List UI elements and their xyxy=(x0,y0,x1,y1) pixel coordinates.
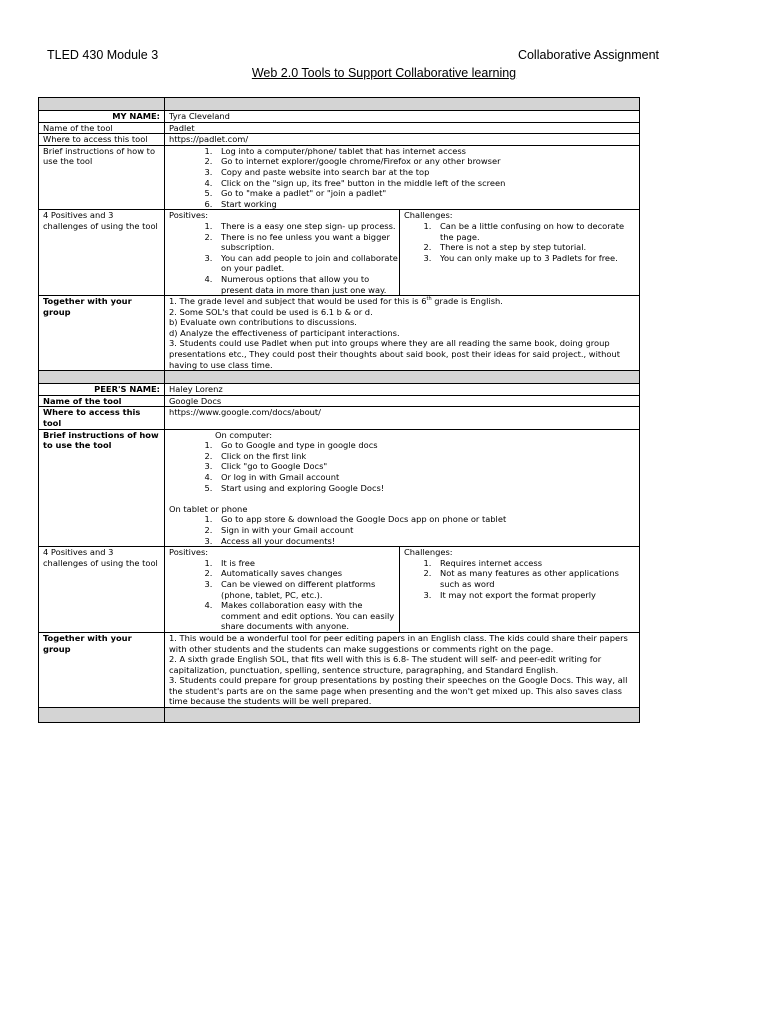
together-line: 1. The grade level and subject that would be used for this is 6th grade is English. xyxy=(169,296,503,307)
list-item: 2. There is not a step by step tutorial. xyxy=(434,242,635,253)
together-label: Together with your group xyxy=(39,296,165,371)
challenges-label: Challenges: xyxy=(404,547,453,558)
access-label: Where to access this tool xyxy=(39,407,165,429)
list-item: 3. Can be viewed on different platforms (phone, tablet, PC, etc.). xyxy=(215,579,399,600)
pos-chal-cell xyxy=(165,210,640,296)
pos-chal-label: 4 Positives and 3 challenges of using the tool xyxy=(39,547,165,633)
tablet-steps xyxy=(169,514,635,546)
list-item: 5. Go to "make a padlet" or "join a padlet" xyxy=(215,188,635,199)
list-item: 4. Makes collaboration easy with the comment and edit options. You can easily share documents with anyone. xyxy=(215,600,399,632)
together-cell xyxy=(165,296,640,371)
my-name-value: Tyra Cleveland xyxy=(165,111,640,123)
assignment-type: Collaborative Assignment xyxy=(517,48,659,62)
together-line: b) Evaluate own contributions to discussions. xyxy=(169,317,357,328)
peer-tool-row xyxy=(39,395,640,407)
access-link[interactable]: https://padlet.com/ xyxy=(165,134,640,146)
together-line: d) Analyze the effectiveness of participant interactions. xyxy=(169,327,400,338)
list-item: 1. Log into a computer/phone/ tablet that has internet access xyxy=(215,146,635,157)
together-cell xyxy=(165,632,640,707)
peer-name-row xyxy=(39,384,640,396)
tablet-label: On tablet or phone xyxy=(169,503,248,514)
instructions-cell xyxy=(165,429,640,547)
list-item: 2. Sign in with your Gmail account xyxy=(215,525,635,536)
list-item: 1. Go to Google and type in google docs xyxy=(215,440,635,451)
instructions-label: Brief instructions of how to use the tool xyxy=(39,429,165,547)
my-access-row xyxy=(39,134,640,146)
together-line: 2. A sixth grade English SOL, that fits well with this is 6.8- The student will self- and peer-edit writing for capitalization, punctuation, spelling, sentence structure, paragraphing, and Standard English. xyxy=(169,654,602,675)
tool-name-value: Padlet xyxy=(165,122,640,134)
list-item: 1. Requires internet access xyxy=(434,558,635,569)
peer-access-row xyxy=(39,407,640,429)
list-item: 3. You can only make up to 3 Padlets for free. xyxy=(434,253,635,264)
course-code: TLED 430 Module 3 xyxy=(47,48,159,62)
collaborative-table xyxy=(38,97,640,723)
list-item: 3. Copy and paste website into search bar at the top xyxy=(215,167,635,178)
peer-instructions-row xyxy=(39,429,640,547)
positives-column xyxy=(165,210,400,295)
document-title: Web 2.0 Tools to Support Collaborative learning xyxy=(251,66,517,80)
computer-steps xyxy=(169,440,635,493)
access-label: Where to access this tool xyxy=(39,134,165,146)
pos-chal-label: 4 Positives and 3 challenges of using the tool xyxy=(39,210,165,296)
instructions-cell xyxy=(165,145,640,210)
list-item: 1. Go to app store & download the Google Docs app on phone or tablet xyxy=(215,514,635,525)
list-item: 1. It is free xyxy=(215,558,399,569)
my-together-row xyxy=(39,296,640,371)
tool-name-label: Name of the tool xyxy=(39,395,165,407)
my-pc-row xyxy=(39,210,640,296)
peer-name-label: PEER'S NAME: xyxy=(39,384,165,396)
my-tool-row xyxy=(39,122,640,134)
list-item: 3. It may not export the format properly xyxy=(434,590,635,601)
instructions-list xyxy=(169,146,635,210)
list-item: 2. Go to internet explorer/google chrome/Firefox or any other browser xyxy=(215,156,635,167)
list-item: 2. Automatically saves changes xyxy=(215,568,399,579)
positives-label: Positives: xyxy=(169,547,209,558)
my-name-label: MY NAME: xyxy=(39,111,165,123)
challenges-column xyxy=(400,210,635,295)
challenges-label: Challenges: xyxy=(404,210,453,221)
my-instructions-row xyxy=(39,145,640,210)
list-item: 1. Can be a little confusing on how to decorate the page. xyxy=(434,221,635,242)
list-item: 5. Start using and exploring Google Docs! xyxy=(215,483,635,494)
positives-column xyxy=(165,547,400,632)
tool-name-label: Name of the tool xyxy=(39,122,165,134)
list-item: 3. Access all your documents! xyxy=(215,536,635,547)
list-item: 2. Not as many features as other applications such as word xyxy=(434,568,635,589)
list-item: 3. You can add people to join and collaborate on your padlet. xyxy=(215,253,399,274)
grey-separator-row xyxy=(39,98,640,111)
together-line: 3. Students could use Padlet when put into groups where they are all reading the same book, doing group presentations etc., They could post their thoughts about said book, post their ideas for said project., without having to use class time. xyxy=(169,338,620,370)
access-link[interactable]: https://www.google.com/docs/about/ xyxy=(165,407,640,429)
together-label: Together with your group xyxy=(39,632,165,707)
list-item: 4. Or log in with Gmail account xyxy=(215,472,635,483)
instructions-label: Brief instructions of how to use the tool xyxy=(39,145,165,210)
list-item: 4. Click on the "sign up, its free" button in the middle left of the screen xyxy=(215,178,635,189)
peer-name-value: Haley Lorenz xyxy=(165,384,640,396)
list-item: 2. There is no fee unless you want a bigger subscription. xyxy=(215,232,399,253)
computer-label: On computer: xyxy=(215,429,273,440)
list-item: 6. Start working xyxy=(215,199,635,210)
together-line: 1. This would be a wonderful tool for peer editing papers in an English class. The kids could share their papers with other students and the students can make suggestions or comments right on the page. xyxy=(169,632,628,654)
peer-pc-row xyxy=(39,547,640,633)
pos-chal-cell xyxy=(165,547,640,633)
challenges-column xyxy=(400,547,635,632)
together-line: 3. Students could prepare for group presentations by posting their speeches on the Google Docs. This way, all the student's parts are on the same page when presenting and the won't get mixed up. This also saves class time because the students will be well prepared. xyxy=(169,675,628,707)
grey-separator-row xyxy=(39,708,640,723)
peer-together-row xyxy=(39,632,640,707)
list-item: 2. Click on the first link xyxy=(215,451,635,462)
my-name-row xyxy=(39,111,640,123)
positives-label: Positives: xyxy=(169,210,209,221)
tool-name-value: Google Docs xyxy=(165,395,640,407)
list-item: 1. There is a easy one step sign- up process. xyxy=(215,221,399,232)
grey-separator-row xyxy=(39,371,640,384)
together-line: 2. Some SOL's that could be used is 6.1 b & or d. xyxy=(169,306,373,317)
list-item: 3. Click "go to Google Docs" xyxy=(215,461,635,472)
list-item: 4. Numerous options that allow you to present data in more than just one way. xyxy=(215,274,399,295)
